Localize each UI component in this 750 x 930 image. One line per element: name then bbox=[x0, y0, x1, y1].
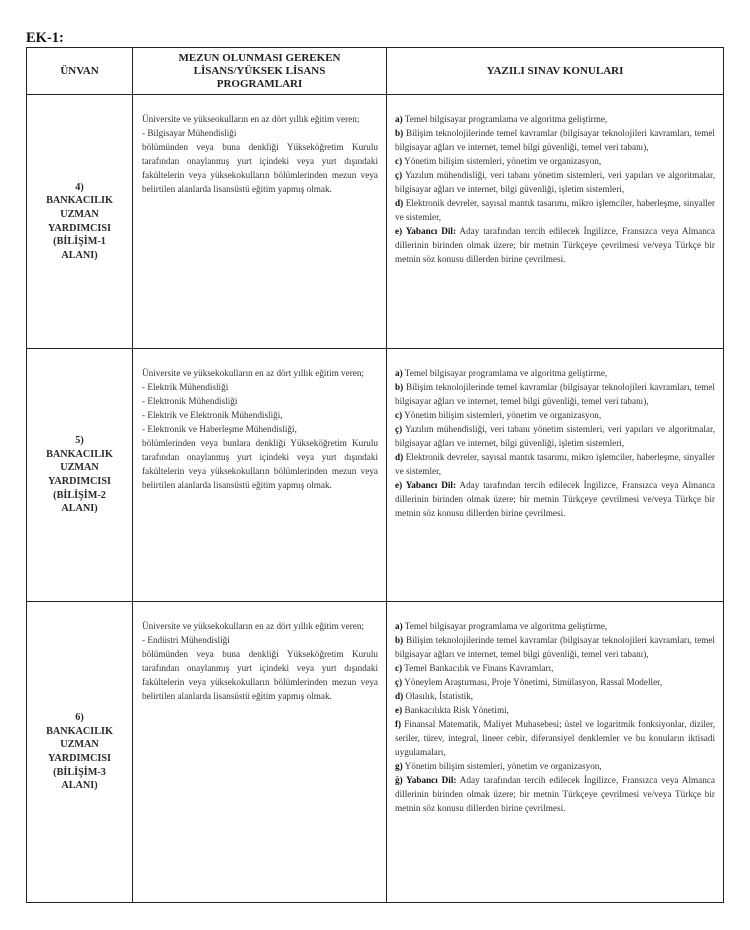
program-item: - Elektronik Mühendisliği bbox=[142, 396, 238, 406]
position-title-line: 4) bbox=[75, 181, 84, 193]
exam-topic-item bbox=[395, 619, 715, 633]
exam-topics-cell bbox=[387, 349, 724, 602]
position-title-line: BANKACILIK bbox=[46, 195, 113, 207]
exam-topic-label: d) bbox=[395, 198, 404, 208]
exam-topic-label: ğ) Yabancı Dil: bbox=[395, 775, 457, 785]
exam-topic-label: c) bbox=[395, 156, 403, 166]
exam-topic-label: a) bbox=[395, 621, 403, 631]
exam-topic-text: Olasılık, İstatistik, bbox=[403, 691, 474, 701]
exam-topic-text: Temel bilgisayar programlama ve algoritma geliştirme, bbox=[402, 368, 608, 378]
exam-topic-label: ç) bbox=[395, 677, 403, 687]
position-title-line: ALANI) bbox=[61, 249, 98, 261]
exam-topic-text: Aday tarafından tercih edilecek İngilizce, Fransızca veya Almanca dillerinin birinden olmak üzere; bir metnin Türkçeye çevrilmesi ve/veya Türkçe bir metnin söz konusu dillerden birine çevrilmesi. bbox=[395, 226, 715, 264]
program-item: - Bilgisayar Mühendisliği bbox=[142, 128, 237, 138]
exam-topic-item bbox=[395, 661, 715, 675]
document-heading: EK-1: bbox=[26, 30, 64, 46]
position-title-line: UZMAN bbox=[60, 208, 99, 220]
position-title-line: ALANI) bbox=[61, 780, 98, 792]
exam-topic-item bbox=[395, 168, 715, 196]
position-title-cell bbox=[27, 95, 133, 349]
required-programs-cell bbox=[133, 349, 387, 602]
program-item: - Elektrik Mühendisliği bbox=[142, 382, 229, 392]
exam-topic-label: d) bbox=[395, 452, 404, 462]
exam-topic-text: Bankacılıkta Risk Yönetimi, bbox=[402, 705, 509, 715]
column-header-programs-line1: MEZUN OLUNMASI GEREKEN bbox=[178, 51, 341, 64]
position-title-line: (BİLİŞİM-3 bbox=[53, 766, 106, 778]
position-title-line: YARDIMCISI bbox=[47, 753, 112, 764]
exam-topic-label: e) Yabancı Dil: bbox=[395, 480, 457, 490]
exam-topic-label: b) bbox=[395, 635, 404, 645]
exam-topic-label: e) bbox=[395, 705, 403, 715]
exam-topic-item bbox=[395, 633, 715, 661]
exam-topic-item bbox=[395, 112, 715, 126]
exam-topic-item bbox=[395, 703, 715, 717]
program-item: - Elektrik ve Elektronik Mühendisliği, bbox=[142, 410, 283, 420]
exam-topic-text: Temel bilgisayar programlama ve algoritma geliştirme, bbox=[402, 621, 608, 631]
required-programs-cell bbox=[133, 95, 387, 349]
exam-topic-label: b) bbox=[395, 382, 404, 392]
program-item: - Elektronik ve Haberleşme Mühendisliği, bbox=[142, 424, 297, 434]
position-title-line: YARDIMCISI bbox=[47, 222, 112, 234]
column-header-programs bbox=[133, 48, 387, 95]
exam-topic-item bbox=[395, 675, 715, 689]
exam-topics-cell bbox=[387, 602, 724, 903]
table-row bbox=[27, 95, 724, 349]
exam-topic-item bbox=[395, 224, 715, 266]
position-title-line: (BİLİŞİM-2 bbox=[53, 489, 106, 501]
position-title-line: 5) bbox=[75, 435, 84, 447]
position-title-line: ALANI) bbox=[61, 503, 98, 515]
program-item: - Endüstri Mühendisliği bbox=[142, 635, 230, 645]
exam-topic-text: Bilişim teknolojilerinde temel kavramlar (bilgisayar teknolojileri kavramları, temel bilgisayar ağları ve internet, temel bilgi güvenliği, temel veri tabanı), bbox=[395, 382, 715, 406]
exam-topic-text: Finansal Matematik, Maliyet Muhasebesi; üstel ve logaritmik fonksiyonlar, diziler, seriler, türev, integral, lineer cebir, diferansiyel denklemler ve bu konuların iktisadi uygulamaları, bbox=[395, 719, 715, 757]
position-title-line: BANKACILIK bbox=[46, 725, 113, 737]
exam-topic-item bbox=[395, 126, 715, 154]
position-title-line: UZMAN bbox=[60, 462, 99, 474]
exam-topic-text: Aday tarafından tercih edilecek İngilizce, Fransızca veya Almanca dillerinin birinden olmak üzere; bir metnin Türkçeye çevrilmesi ve/veya Türkçe bir metnin söz konusu dillerden birine çevrilmesi. bbox=[395, 480, 715, 518]
exam-topic-label: c) bbox=[395, 663, 403, 673]
exam-topic-text: Temel bilgisayar programlama ve algoritma geliştirme, bbox=[402, 114, 608, 124]
programs-outro: bölümünden veya buna denkliği Yükseköğretim Kurulu tarafından onaylanmış yurt içindeki veya yurt dışındaki fakültelerin veya yüksekokulların bölümlerinden mezun veya belirtilen alanlarda lisansüstü eğitim yapmış olmak. bbox=[142, 649, 378, 701]
exam-topic-text: Yönetim bilişim sistemleri, yönetim ve organizasyon, bbox=[402, 410, 602, 420]
exam-topics-cell bbox=[387, 95, 724, 349]
exam-topic-item bbox=[395, 408, 715, 422]
exam-topic-label: a) bbox=[395, 114, 403, 124]
position-title-line: BANKACILIK bbox=[46, 448, 113, 460]
exam-topic-text: Temel Bankacılık ve Finans Kavramları, bbox=[402, 663, 554, 673]
exam-topic-label: ç) bbox=[395, 170, 403, 180]
exam-topic-label: b) bbox=[395, 128, 404, 138]
exam-topic-item bbox=[395, 196, 715, 224]
exam-topic-item bbox=[395, 450, 715, 478]
exam-topic-label: ç) bbox=[395, 424, 403, 434]
exam-topic-item bbox=[395, 689, 715, 703]
exam-topic-text: Yazılım mühendisliği, veri tabanı yönetim sistemleri, veri yapıları ve algoritmalar, bilgisayar ağları ve internet, bilgi güvenliği, işletim sistemleri, bbox=[395, 170, 715, 194]
exam-topic-text: Bilişim teknolojilerinde temel kavramlar (bilgisayar teknolojileri kavramları, temel bilgisayar ağları ve internet, temel bilgi güvenliği, temel veri tabanı), bbox=[395, 128, 715, 152]
exam-topic-text: Bilişim teknolojilerinde temel kavramlar (bilgisayar teknolojileri kavramları, temel bilgisayar ağları ve internet, temel bilgi güvenliği, temel veri tabanı), bbox=[395, 635, 715, 659]
position-title-line: 6) bbox=[75, 712, 84, 724]
column-header-topics: YAZILI SINAV KONULARI bbox=[387, 48, 724, 95]
exam-topic-text: Yönetim bilişim sistemleri, yönetim ve organizasyon, bbox=[402, 156, 602, 166]
exam-topic-text: Elektronik devreler, sayısal mantık tasarımı, mikro işlemciler, haberleşme, sinyaller ve sistemler, bbox=[395, 198, 715, 222]
column-header-programs-line2: LİSANS/YÜKSEK LİSANS bbox=[193, 64, 326, 77]
position-title-line: YARDIMCISI bbox=[47, 476, 112, 487]
position-title-line: UZMAN bbox=[60, 739, 99, 751]
programs-intro: Üniversite ve yükseokulların en az dört yıllık eğitim veren; bbox=[142, 114, 360, 124]
exam-topic-item bbox=[395, 380, 715, 408]
exam-topic-item bbox=[395, 478, 715, 520]
exam-topic-item bbox=[395, 773, 715, 815]
exam-topic-item bbox=[395, 717, 715, 759]
exam-topic-item bbox=[395, 422, 715, 450]
exam-topic-label: c) bbox=[395, 410, 403, 420]
exam-topic-label: a) bbox=[395, 368, 403, 378]
exam-topic-item bbox=[395, 154, 715, 168]
requirements-table bbox=[26, 47, 724, 903]
programs-outro: bölümünden veya buna denkliği Yükseköğretim Kurulu tarafından onaylanmış yurt içindeki veya yurt dışındaki fakültelerin veya yüksekokulların bölümlerinden mezun veya belirtilen alanlarda lisansüstü eğitim yapmış olmak. bbox=[142, 142, 378, 194]
exam-topic-text: Elektronik devreler, sayısal mantık tasarımı, mikro işlemciler, haberleşme, sinyaller ve sistemler, bbox=[395, 452, 715, 476]
exam-topic-item bbox=[395, 366, 715, 380]
exam-topic-item bbox=[395, 759, 715, 773]
exam-topic-label: d) bbox=[395, 691, 404, 701]
exam-topic-text: Yazılım mühendisliği, veri tabanı yönetim sistemleri, veri yapıları ve algoritmalar, bilgisayar ağları ve internet, bilgi güvenliği, işletim sistemleri, bbox=[395, 424, 715, 448]
position-title-line: (BİLİŞİM-1 bbox=[53, 236, 106, 248]
exam-topic-label: f) bbox=[395, 719, 402, 729]
column-header-programs-line3: PROGRAMLARI bbox=[216, 77, 303, 90]
exam-topic-text: Yöneylem Araştırması, Proje Yönetimi, Simülasyon, Rassal Modeller, bbox=[402, 677, 663, 687]
exam-topic-text: Yönetim bilişim sistemleri, yönetim ve organizasyon, bbox=[402, 761, 602, 771]
required-programs-cell bbox=[133, 602, 387, 903]
column-header-title: ÜNVAN bbox=[27, 48, 133, 95]
programs-outro: bölümlerinden veya bunlara denkliği Yükseköğretim Kurulu tarafından onaylanmış yurt içindeki veya yurt dışındaki fakültelerin veya yüksekokulların bölümlerinden mezun veya belirtilen alanlarda lisansüstü eğitim yapmış olmak. bbox=[142, 438, 378, 490]
programs-intro: Üniversite ve yüksekokulların en az dört yıllık eğitim veren; bbox=[142, 368, 364, 378]
exam-topic-label: g) bbox=[395, 761, 403, 771]
table-row bbox=[27, 602, 724, 903]
position-title-cell bbox=[27, 602, 133, 903]
exam-topic-label: e) Yabancı Dil: bbox=[395, 226, 457, 236]
table-header-row bbox=[27, 48, 724, 95]
position-title-cell bbox=[27, 349, 133, 602]
table-row bbox=[27, 349, 724, 602]
exam-topic-text: Aday tarafından tercih edilecek İngilizce, Fransızca veya Almanca dillerinin birinden olmak üzere; bir metnin Türkçeye çevrilmesi ve/veya Türkçe bir metnin söz konusu dillerden birine çevrilmesi. bbox=[395, 775, 715, 813]
programs-intro: Üniversite ve yüksekokulların en az dört yıllık eğitim veren; bbox=[142, 621, 364, 631]
